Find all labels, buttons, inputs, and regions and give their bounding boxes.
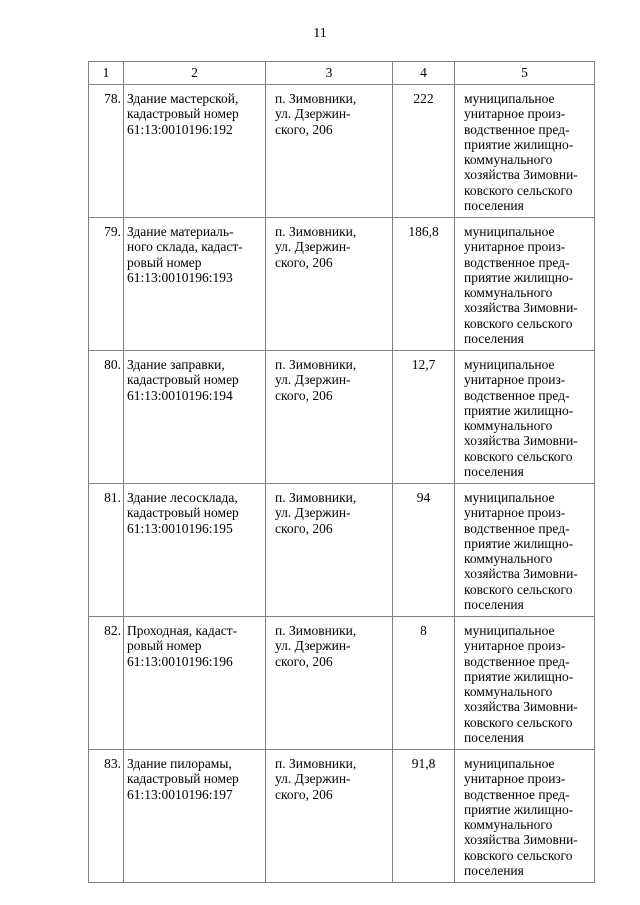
table-row (89, 750, 595, 883)
address-cell-line: п. Зимовники, (275, 490, 357, 505)
object-name-cell (124, 484, 266, 617)
object-name-cell-line: 61:13:0010196:193 (127, 269, 233, 285)
header-cell-4: 4 (393, 62, 455, 85)
owner-cell-line: приятие жилищно- (464, 801, 574, 817)
object-name-cell-line: ного склада, кадаст- (127, 239, 243, 255)
address-cell-line: ского, 206 (275, 387, 333, 403)
address-cell-line: ул. Дзержин- (275, 106, 351, 122)
owner-cell-line: унитарное произ- (464, 771, 566, 787)
owner-cell-line: ковского сельского (464, 847, 573, 863)
owner-cell-line: унитарное произ- (464, 638, 566, 654)
row-number-cell: 79. (89, 218, 124, 351)
owner-cell-line: хозяйства Зимовни- (464, 433, 578, 449)
object-name-cell-line: Здание заправки, (127, 357, 225, 372)
owner-cell-line: поселения (464, 464, 524, 480)
owner-cell-line: приятие жилищно- (464, 535, 574, 551)
owner-cell-line: водственное пред- (464, 254, 570, 270)
area-cell: 8 (393, 617, 455, 750)
owner-cell-line: ковского сельского (464, 182, 573, 198)
owner-cell-line: водственное пред- (464, 387, 570, 403)
object-name-cell-line: ровый номер (127, 638, 202, 654)
object-name-cell-line: кадастровый номер (127, 372, 239, 388)
owner-cell-line: хозяйства Зимовни- (464, 566, 578, 582)
owner-cell-line: муниципальное (464, 623, 555, 638)
object-name-cell-line: 61:13:0010196:196 (127, 653, 233, 669)
owner-cell-line: коммунального (464, 817, 553, 833)
address-cell (266, 218, 393, 351)
object-name-cell-line: кадастровый номер (127, 505, 239, 521)
owner-cell-line: муниципальное (464, 357, 555, 372)
area-cell: 91,8 (393, 750, 455, 883)
owner-cell (455, 351, 595, 484)
object-name-cell-line: 61:13:0010196:194 (127, 387, 233, 403)
owner-cell-line: коммунального (464, 684, 553, 700)
owner-cell-line: ковского сельского (464, 448, 573, 464)
owner-cell-line: коммунального (464, 152, 553, 168)
owner-cell-line: хозяйства Зимовни- (464, 300, 578, 316)
address-cell-line: ул. Дзержин- (275, 372, 351, 388)
owner-cell-line: приятие жилищно- (464, 269, 574, 285)
table-row (89, 218, 595, 351)
address-cell-line: ского, 206 (275, 254, 333, 270)
owner-cell-line: муниципальное (464, 756, 555, 771)
owner-cell-line: поселения (464, 597, 524, 613)
owner-cell (455, 750, 595, 883)
table-row (89, 617, 595, 750)
address-cell-line: ского, 206 (275, 653, 333, 669)
owner-cell-line: коммунального (464, 551, 553, 567)
owner-cell-line: поселения (464, 730, 524, 746)
row-number-cell: 78. (89, 85, 124, 218)
address-cell-line: п. Зимовники, (275, 623, 357, 638)
owner-cell-line: хозяйства Зимовни- (464, 167, 578, 183)
owner-cell-line: водственное пред- (464, 121, 570, 137)
address-cell-line: ского, 206 (275, 520, 333, 536)
address-cell-line: ул. Дзержин- (275, 505, 351, 521)
header-cell-3: 3 (266, 62, 393, 85)
area-cell: 186,8 (393, 218, 455, 351)
owner-cell-line: приятие жилищно- (464, 668, 574, 684)
owner-cell-line: коммунального (464, 418, 553, 434)
owner-cell-line: унитарное произ- (464, 106, 566, 122)
row-number-cell: 80. (89, 351, 124, 484)
row-number-cell: 82. (89, 617, 124, 750)
header-cell-5: 5 (455, 62, 595, 85)
object-name-cell-line: Здание мастерской, (127, 91, 239, 106)
object-name-cell-line: Здание лесосклада, (127, 490, 238, 505)
owner-cell-line: приятие жилищно- (464, 402, 574, 418)
owner-cell-line: поселения (464, 863, 524, 879)
row-number-cell: 83. (89, 750, 124, 883)
object-name-cell (124, 85, 266, 218)
object-name-cell (124, 351, 266, 484)
table-body (89, 62, 595, 883)
object-name-cell-line: кадастровый номер (127, 106, 239, 122)
owner-cell-line: водственное пред- (464, 786, 570, 802)
object-name-cell-line: Здание материаль- (127, 224, 234, 239)
owner-cell (455, 85, 595, 218)
row-number-cell: 81. (89, 484, 124, 617)
owner-cell-line: поселения (464, 331, 524, 347)
address-cell-line: п. Зимовники, (275, 357, 357, 372)
owner-cell-line: коммунального (464, 285, 553, 301)
header-cell-2: 2 (124, 62, 266, 85)
object-name-cell-line: Здание пилорамы, (127, 756, 232, 771)
owner-cell-line: муниципальное (464, 224, 555, 239)
owner-cell-line: поселения (464, 198, 524, 214)
address-cell (266, 85, 393, 218)
owner-cell-line: хозяйства Зимовни- (464, 699, 578, 715)
owner-cell-line: водственное пред- (464, 653, 570, 669)
address-cell-line: ул. Дзержин- (275, 771, 351, 787)
address-cell-line: ского, 206 (275, 121, 333, 137)
area-cell: 222 (393, 85, 455, 218)
owner-cell-line: унитарное произ- (464, 239, 566, 255)
address-cell (266, 617, 393, 750)
owner-cell-line: ковского сельского (464, 714, 573, 730)
area-cell: 94 (393, 484, 455, 617)
object-name-cell (124, 750, 266, 883)
area-cell: 12,7 (393, 351, 455, 484)
address-cell-line: ул. Дзержин- (275, 638, 351, 654)
owner-cell-line: приятие жилищно- (464, 136, 574, 152)
address-cell-line: п. Зимовники, (275, 224, 357, 239)
address-cell (266, 750, 393, 883)
table-row (89, 351, 595, 484)
address-cell (266, 484, 393, 617)
header-cell-1: 1 (89, 62, 124, 85)
object-name-cell-line: 61:13:0010196:197 (127, 786, 233, 802)
owner-cell-line: ковского сельского (464, 581, 573, 597)
owner-cell-line: унитарное произ- (464, 505, 566, 521)
address-cell-line: ул. Дзержин- (275, 239, 351, 255)
owner-cell-line: унитарное произ- (464, 372, 566, 388)
owner-cell (455, 617, 595, 750)
object-name-cell-line: 61:13:0010196:192 (127, 121, 233, 137)
address-cell-line: п. Зимовники, (275, 91, 357, 106)
address-cell (266, 351, 393, 484)
owner-cell-line: водственное пред- (464, 520, 570, 536)
owner-cell-line: ковского сельского (464, 315, 573, 331)
table-header-row (89, 62, 595, 85)
address-cell-line: ского, 206 (275, 786, 333, 802)
owner-cell-line: муниципальное (464, 490, 555, 505)
property-table (88, 61, 595, 883)
owner-cell (455, 484, 595, 617)
object-name-cell-line: кадастровый номер (127, 771, 239, 787)
table-row (89, 85, 595, 218)
table-row (89, 484, 595, 617)
owner-cell-line: хозяйства Зимовни- (464, 832, 578, 848)
object-name-cell-line: 61:13:0010196:195 (127, 520, 233, 536)
address-cell-line: п. Зимовники, (275, 756, 357, 771)
object-name-cell-line: ровый номер (127, 254, 202, 270)
owner-cell-line: муниципальное (464, 91, 555, 106)
page-number: 11 (313, 26, 327, 41)
object-name-cell (124, 617, 266, 750)
object-name-cell (124, 218, 266, 351)
object-name-cell-line: Проходная, кадаст- (127, 623, 238, 638)
owner-cell (455, 218, 595, 351)
